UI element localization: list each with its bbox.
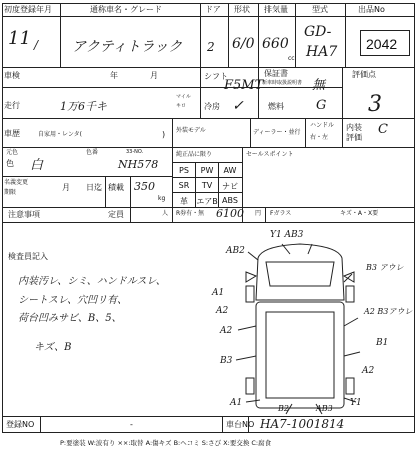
mark-right-front: B3 アウレ <box>366 263 404 272</box>
mark-rear-2: AB3 <box>316 404 333 413</box>
chassis-value: HA7-1001814 <box>260 417 345 431</box>
capacity-value: 350 <box>134 180 155 193</box>
inspector-label: 検査員記入 <box>8 252 48 261</box>
mileage-value: 1万6千キ <box>60 100 107 113</box>
fuel-value: G <box>316 98 327 113</box>
legend: P:要塗装 W:波有り ××:取替 A:傷キズ B:ヘコミ S:さび X:要交換 C:腐食 <box>60 439 272 447</box>
doc-day: 日迄 <box>86 183 102 192</box>
mark-rear-right: Y1 <box>350 398 362 408</box>
displacement-label: 排気量 <box>264 5 288 14</box>
option-tv: TV <box>201 181 213 190</box>
displacement-unit: cc <box>288 55 295 62</box>
inspector-note-3: 荷台凹みサビ、B、5、 <box>18 313 122 324</box>
door-label: ドア <box>205 5 221 14</box>
color-original-label: 元色 <box>6 149 19 156</box>
name-label: 通称車名・グレード <box>90 5 162 14</box>
inspection-month: 月 <box>150 71 158 80</box>
genuine-label: 純正品に限り <box>176 151 213 158</box>
option-airbag: エアB <box>196 197 218 206</box>
interior-label-2: 評価 <box>346 133 362 142</box>
mark-left-1: A1 <box>212 288 225 298</box>
warranty-label: 保証書 <box>264 69 288 78</box>
seats-unit: 人 <box>162 210 169 217</box>
registration-dash: - <box>130 420 133 429</box>
color-code-2: 33-NO. <box>126 149 144 155</box>
interior-label-1: 内装 <box>346 123 362 132</box>
warranty-value: 無 <box>312 78 326 93</box>
mark-right-mid: A2 B3アウレ <box>364 307 413 316</box>
interior-value: C <box>378 122 388 137</box>
inspection-year: 年 <box>110 71 118 80</box>
model-label: 型式 <box>312 5 328 14</box>
doc-month: 月 <box>62 183 70 192</box>
mileage-label: 走行 <box>4 101 20 110</box>
registration-label: 登録NO <box>6 420 35 429</box>
model-value-2: HA7 <box>306 44 338 60</box>
history-options: 自家用・レンタ( <box>38 131 82 138</box>
recycle-unit: 円 <box>255 210 262 217</box>
mark-left-4: B3 <box>220 356 233 366</box>
option-aw: AW <box>223 166 237 175</box>
shape-value: 6/0 <box>232 36 255 52</box>
mark-front-left: AB2 <box>226 246 245 256</box>
first-reg-label: 初度登録年月 <box>4 5 52 14</box>
mark-left-2: A2 <box>216 306 229 316</box>
score-value: 3 <box>368 92 382 117</box>
option-abs: ABS <box>222 196 238 205</box>
first-reg-slash: / <box>34 38 39 52</box>
mark-right-b1: B1 <box>376 338 389 348</box>
color-code-label: 色番 <box>86 149 99 156</box>
mark-right-rear: A2 <box>362 366 375 376</box>
dealer-label: ディーラー・並行 <box>253 129 301 136</box>
model-value-1: GD- <box>304 24 332 40</box>
history-close: ) <box>162 130 166 139</box>
inspector-note-4: キズ、B <box>34 342 72 353</box>
inspector-note-1: 内装汚レ、シミ、ハンドルスレ、 <box>18 276 166 287</box>
inspector-note-2: シートスレ、穴凹リ有、 <box>18 295 128 306</box>
outside-model-label: 外装モデル <box>176 127 206 134</box>
car-name: アクティトラック <box>72 39 183 55</box>
capacity-unit: kg <box>158 195 166 202</box>
history-label: 車歴 <box>4 129 20 138</box>
displacement-value: 660 <box>262 36 289 52</box>
color-value: 白 <box>30 158 44 173</box>
ac-value: ✓ <box>232 98 244 114</box>
option-pw: PW <box>200 166 214 175</box>
capacity-label: 積載 <box>108 183 124 192</box>
handle-options: 右・左 <box>310 134 329 141</box>
fglass-label: Fガラス <box>270 210 292 217</box>
shift-label: シフト <box>204 72 228 81</box>
option-leather: 革 <box>180 197 188 206</box>
option-sr: SR <box>178 181 190 190</box>
recycle-label: R券有・無 <box>176 210 205 217</box>
warranty-sub: 新車時取扱説明書 <box>262 80 303 86</box>
ac-label: 冷房 <box>204 102 220 111</box>
doc-label-1: 名義変更 <box>4 179 29 186</box>
fglass-options: キズ・A・X要 <box>340 210 379 217</box>
inspection-label: 車検 <box>4 71 20 80</box>
mark-rear-left: A1 <box>230 398 243 408</box>
notes-label: 注意事項 <box>8 210 40 219</box>
mark-rear-1: B2 <box>278 404 289 413</box>
door-value: 2 <box>207 40 215 54</box>
mileage-unit-mile: マイル <box>176 94 191 100</box>
mark-front: Y1 AB3 <box>270 230 304 240</box>
option-ps: PS <box>179 166 189 175</box>
seats-label: 定員 <box>108 210 124 219</box>
fuel-label: 燃料 <box>268 102 284 111</box>
mark-left-3: A2 <box>220 326 233 336</box>
lot-number: 2042 <box>366 36 398 52</box>
recycle-value: 6100 <box>216 207 244 220</box>
score-label: 評価点 <box>352 70 376 79</box>
doc-label-2: 期限 <box>4 189 17 196</box>
first-reg-value: 11 <box>8 28 31 49</box>
color-label: 色 <box>6 159 14 168</box>
lot-label: 出品No <box>358 5 385 14</box>
color-code-value: NH578 <box>118 158 159 171</box>
shift-value: F5MT <box>224 78 264 93</box>
mileage-unit-km: キロ <box>176 103 187 109</box>
option-navi: ナビ <box>222 182 238 191</box>
selling-point-label: セールスポイント <box>246 151 294 158</box>
handle-label: ハンドル <box>310 122 335 129</box>
shape-label: 形状 <box>234 5 250 14</box>
chassis-label: 車台NO <box>226 420 255 429</box>
